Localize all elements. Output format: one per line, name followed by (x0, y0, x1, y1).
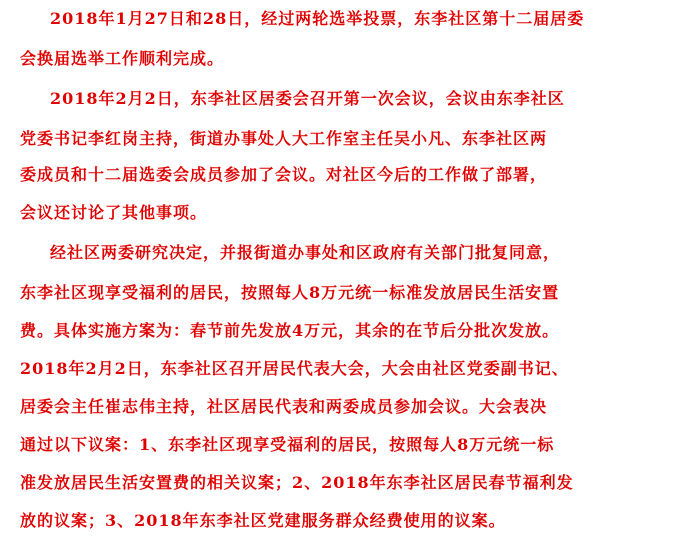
paragraph-3-line-1: 经社区两委研究决定，并报街道办事处和区政府有关部门批复同意， (50, 243, 561, 262)
paragraph-2-line-1: 2018年2月2日，东李社区居委会召开第一次会议，会议由东李社区 (50, 89, 565, 108)
paragraph-3-line-7: 准发放居民生活安置费的相关议案；2、2018年东李社区居民春节福利发 (20, 473, 574, 492)
paragraph-3-line-5: 居委会主任崔志伟主持，社区居民代表和两委成员参加会议。大会表决 (20, 397, 548, 416)
paragraph-2-line-2: 党委书记李红岗主持，街道办事处人大工作室主任吴小凡、东李社区两 (20, 129, 548, 148)
paragraph-1-line-2: 会换届选举工作顺利完成。 (20, 49, 225, 68)
paragraph-3-line-6: 通过以下议案：1、东李社区现享受福利的居民，按照每人8万元统一标 (20, 435, 555, 454)
paragraph-1-line-1: 2018年1月27日和28日，经过两轮选举投票，东李社区第十二届居委 (50, 9, 585, 28)
paragraph-2-line-4: 会议还讨论了其他事项。 (20, 203, 208, 222)
paragraph-3-line-4: 2018年2月2日，东李社区召开居民代表大会，大会由社区党委副书记、 (20, 359, 569, 378)
paragraph-3-line-2: 东李社区现享受福利的居民，按照每人8万元统一标准发放居民生活安置 (20, 283, 560, 302)
paragraph-3-line-3: 费。具体实施方案为：春节前先发放4万元，其余的在节后分批次发放。 (20, 321, 560, 340)
paragraph-2-line-3: 委成员和十二届选委会成员参加了会议。对社区今后的工作做了部署， (20, 165, 548, 184)
paragraph-3-line-8: 放的议案；3、2018年东李社区党建服务群众经费使用的议案。 (20, 511, 506, 530)
